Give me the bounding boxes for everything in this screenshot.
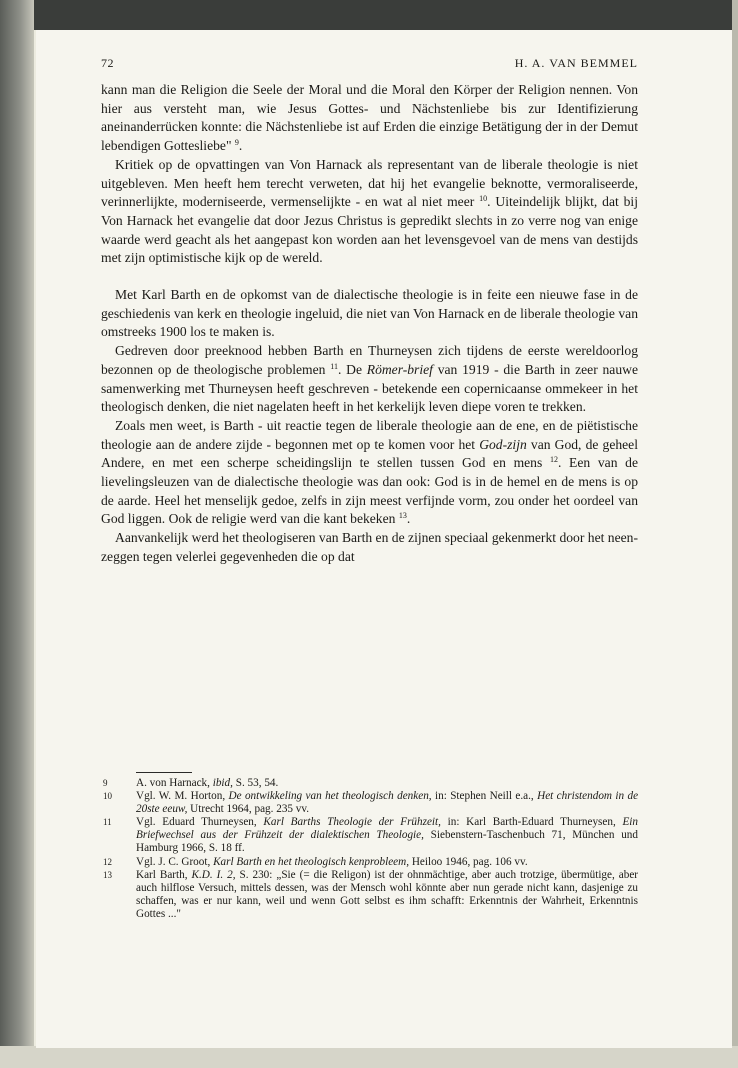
- work-title-roemerbrief: Römer-brief: [366, 361, 433, 377]
- paragraph: Zoals men weet, is Barth - uit reactie tegen de liberale theologie aan de ene, en de piëtistische theologie aan de andere zijde - begonnen met op te komen voor het God-zijn van God, de geheel Andere, en met een scherpe scheidingslijn te stellen tussen God en mens $^{12}$. Een van de lievelingsleuzen van de dialectische theologie was dan ook: God is in de hemel en de mens is op de aarde. Heel het menselijk gedoe, zelfs in zijn meest verfijnde vorm, zou onder het oordeel van God liggen. Ook de religie werd van die kant bekeken $^{13}$.: [101, 417, 639, 527]
- footnote-ref-11: 11: [330, 361, 338, 371]
- paragraph: Gedreven door preeknood hebben Barth en Thurneysen zich tijdens de eerste wereldoorlog bezonnen op de theologische problemen $^{11}$. De Römer-brief van 1919 - die Barth in zeer nauwe samenwerking met Thurneysen heeft geschreven - betekende een copernicaanse ommekeer in het theologisch denken, die niet nagelaten heeft in het kerkelijk leven diepe voren te trekken.: [101, 343, 638, 415]
- running-head: H. A. VAN BEMMEL: [514, 56, 638, 70]
- scan-border-top: [0, 0, 738, 30]
- footnote-ref-13: 13: [398, 511, 407, 521]
- emphasis-god-zijn: God-zijn: [479, 436, 527, 452]
- footnote-11: 11 Vgl. Eduard Thurneysen, Karl Barths Theologie der Frühzeit, in: Karl Barth-Eduard Thurneysen, Ein Briefwechsel aus der Frühzeit der dialektischen Theologie, Siebenstern-Taschenbuch 71, München und Hamburg 1966, S. 18 ff.: [103, 816, 638, 855]
- footnote-ref-12: 12: [549, 455, 558, 465]
- page-number: 72: [101, 56, 114, 70]
- paragraph: Met Karl Barth en de opkomst van de dialectische theologie is in feite een nieuwe fase in de geschiedenis van kerk en theologie ingeluid, die niet van Von Harnack en de liberale theologie van omstreeks 1900 los te maken is.: [101, 287, 638, 340]
- footnote-12: 12 Vgl. J. C. Groot, Karl Barth en het theologisch kenprobleem, Heiloo 1946, pag. 106 vv.: [103, 855, 528, 868]
- footnote-rule: [136, 772, 192, 773]
- scan-border-bottom: [0, 1046, 738, 1068]
- footnote-10: 10 Vgl. W. M. Horton, De ontwikkeling van het theologisch denken, in: Stephen Neill e.a., Het christendom in de 20ste eeuw, Utrecht 1964, pag. 235 vv.: [103, 790, 639, 816]
- footnote-ref-9: 9: [234, 138, 239, 148]
- scan-border-left: [0, 0, 34, 1068]
- footnote-ref-10: 10: [479, 194, 488, 204]
- paragraph: Aanvankelijk werd het theologiseren van Barth en de zijnen speciaal gekenmerkt door het neen-zeggen tegen velerlei gegevenheden die op dat: [101, 530, 638, 564]
- footnote-9: 9 A. von Harnack, ibid, S. 53, 54.: [103, 777, 279, 789]
- body-text: [101, 81, 638, 567]
- paragraph: Kritiek op de opvattingen van Von Harnack als representant van de liberale theologie is niet uitgebleven. Men heeft hem terecht verweten, dat hij het evangelie beknotte, vermoraliseerde, verinnerlijkte, moderniseerde, vermenselijkte - en wat al niet meer $^{10}$. Uiteindelijk blijkt, dat bij Von Harnack het evangelie dat door Jezus Christus is gepredikt slechts in zo verre nog van enige waarde werd geacht als het aangepast kon worden aan het levensgevoel van de mens van destijds met zijn optimistische kijk op de wereld.: [101, 156, 638, 266]
- scan-border-right: [732, 0, 738, 1068]
- footnotes: [103, 777, 638, 921]
- paragraph: kann man die Religion die Seele der Moral und die Moral den Körper der Religion nennen. Von hier aus versteht man, wie Jesus Gottes- und Nächstenliebe bis zur Identifizierung aneinanderrücken konnte: die Nächstenliebe ist auf Erden die einzige Betätigung der in der Demut lebendigen Gottesliebe" $^9$.: [101, 82, 638, 154]
- footnote-13: 13 Karl Barth, K.D. I. 2, S. 230: „Sie (= die Religon) ist der ohnmächtige, aber auch trotzige, übermütige, aber auch hilflose Versuch, mittels dessen, was der Mensch wohl könnte aber nun gerade nicht kann, dasjenige zu schaffen, was er nur kann, weil und wenn Gott selbst es ihm schafft: Erkenntnis der Wahrheit, Erkenntnis Gottes ...": [103, 868, 639, 920]
